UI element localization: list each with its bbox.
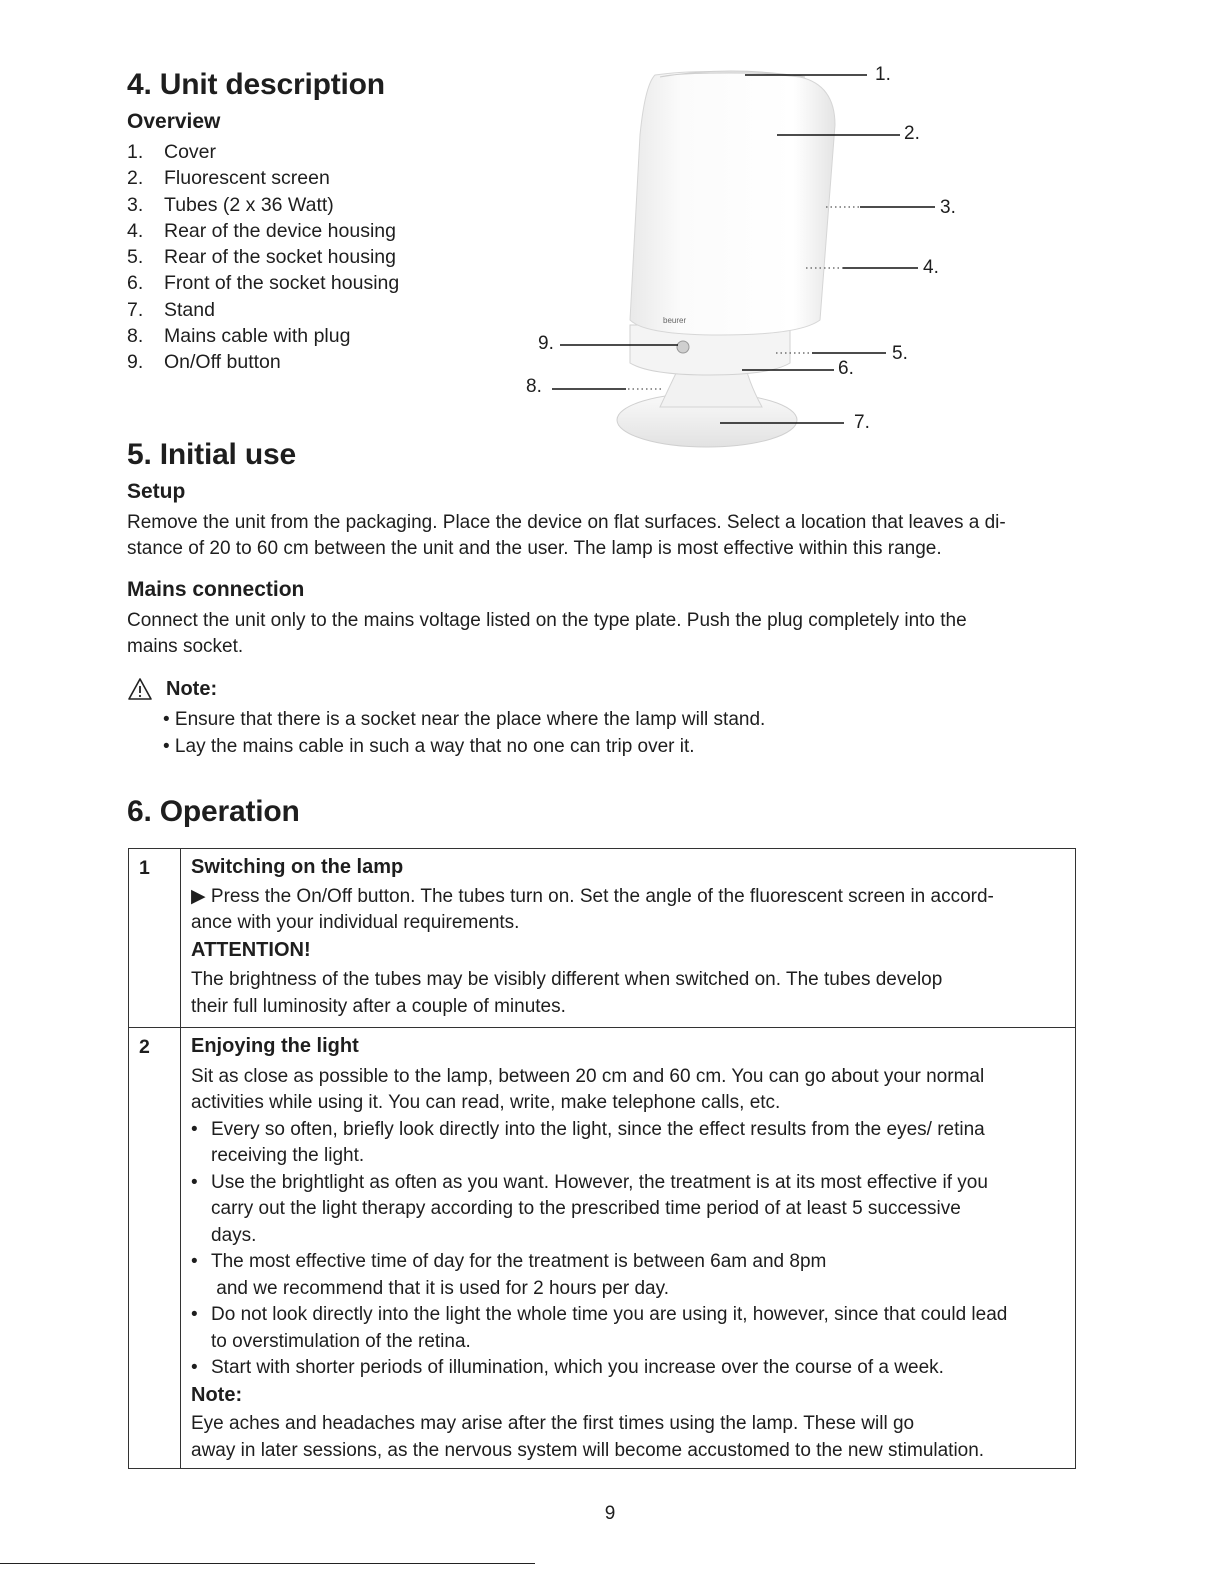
operation-table	[128, 848, 1076, 1469]
mains-text: Connect the unit only to the mains voltage listed on the type plate. Push the plug completely into the mains socket.	[127, 610, 967, 657]
mains-heading: Mains connection	[127, 578, 305, 601]
parts-list-item: 4. Rear of the device housing	[127, 219, 396, 242]
section-4-title: 4. Unit description	[127, 68, 385, 101]
page-number: 9	[604, 1503, 616, 1524]
callout-4: 4.	[923, 257, 939, 278]
brand-logo: beurer	[663, 316, 687, 325]
screen-shape	[630, 71, 835, 335]
callout-8: 8.	[526, 376, 542, 397]
attention-label: ATTENTION!	[191, 938, 311, 961]
note-heading: Note:	[166, 678, 218, 700]
row-2-note-heading: Note:	[191, 1383, 243, 1406]
overview-heading: Overview	[127, 110, 221, 133]
note-list	[163, 706, 765, 760]
parts-list-item: 1. Cover	[127, 141, 217, 163]
note-item: • Ensure that there is a socket near the place where the lamp will stand.	[163, 709, 766, 730]
callout-6: 6.	[838, 358, 854, 379]
row-1-heading: Switching on the lamp	[191, 856, 404, 878]
lamp-diagram	[500, 55, 980, 455]
parts-list-item: 7. Stand	[127, 298, 215, 321]
row-1-number: 1	[139, 857, 150, 879]
parts-list-item: 8. Mains cable with plug	[127, 325, 351, 348]
parts-list-item: 6. Front of the socket housing	[127, 272, 400, 295]
note-item: • Lay the mains cable in such a way that no one can trip over it.	[163, 736, 695, 757]
row-1-content: Switching on the lamp ▶ Press the On/Off button. The tubes turn on. Set the angle of the fluorescent screen in accord- ance with your individual requirements. ATTENTION! The brightness of the tubes may be visibly different when switched on. The tubes develop their full luminosity after a couple of minutes.	[191, 854, 1071, 1020]
setup-heading: Setup	[127, 480, 186, 503]
list-item: • The most effective time of day for the treatment is between 6am and 8pm and we recommend that it is used for 2 hours per day.	[191, 1251, 827, 1299]
callout-1: 1.	[875, 64, 891, 85]
section-5-title: 5. Initial use	[127, 438, 296, 471]
callout-3: 3.	[940, 197, 956, 218]
row-2-heading: Enjoying the light	[191, 1035, 359, 1057]
bottom-rule	[0, 1563, 535, 1564]
callout-7: 7.	[854, 412, 870, 433]
setup-text: Remove the unit from the packaging. Place the device on flat surfaces. Select a location that leaves a di- stance of 20 to 60 cm between the unit and the user. The lamp is most effective within this range.	[127, 512, 1006, 559]
stand-shape	[617, 365, 797, 447]
row-2-number: 2	[139, 1036, 150, 1058]
parts-list-item: 9. On/Off button	[127, 351, 281, 374]
parts-list-item: 2. Fluorescent screen	[127, 167, 330, 190]
list-item: • Start with shorter periods of illumination, which you increase over the course of a week.	[191, 1357, 944, 1378]
list-item: • Do not look directly into the light the whole time you are using it, however, since that could lead to overstimulation of the retina.	[191, 1304, 1008, 1352]
callout-5: 5.	[892, 343, 908, 364]
section-6-title: 6. Operation	[127, 795, 300, 828]
parts-list-item: 3. Tubes (2 x 36 Watt)	[127, 193, 334, 216]
list-item: • Use the brightlight as often as you want. However, the treatment is at its most effective if you carry out the light therapy according to the prescribed time period of at least 5 successive days.	[191, 1171, 988, 1246]
callout-9: 9.	[538, 333, 554, 354]
row-2-content: Enjoying the light Sit as close as possible to the lamp, between 20 cm and 60 cm. You can go about your normal activities while using it. You can read, write, make telephone calls, etc. • Every so often, briefly look directly into the light, since the effect results from the eyes/ retina receiving the light. • Use the brightlight as often as you want. However, the treatment is at its most effective if you carry out the light therapy according to the prescribed time period of at least 5 successive days. • The most effective time of day for the treatment is between 6am and 8pm and we recommend that it is used for 2 hours per day. • Do not look directly into the light the whole time you are using it, however, since that could lead to overstimulation of the retina. • Start with shorter periods of illumination, which you increase over the course of a week. Note: Eye aches and headaches may arise after the first times using the lamp. These will go away in later sessions, as the nervous system will become accustomed to the new stimulation.	[191, 1033, 1071, 1464]
list-item: • Every so often, briefly look directly into the light, since the effect results from the eyes/ retina receiving the light.	[191, 1118, 985, 1166]
table-column-divider	[180, 849, 181, 1468]
power-button-icon	[677, 341, 689, 353]
warning-icon	[127, 677, 153, 701]
parts-list	[127, 139, 399, 376]
parts-list-item: 5. Rear of the socket housing	[127, 246, 396, 269]
table-row-divider	[129, 1027, 1075, 1028]
callout-2: 2.	[904, 123, 920, 144]
